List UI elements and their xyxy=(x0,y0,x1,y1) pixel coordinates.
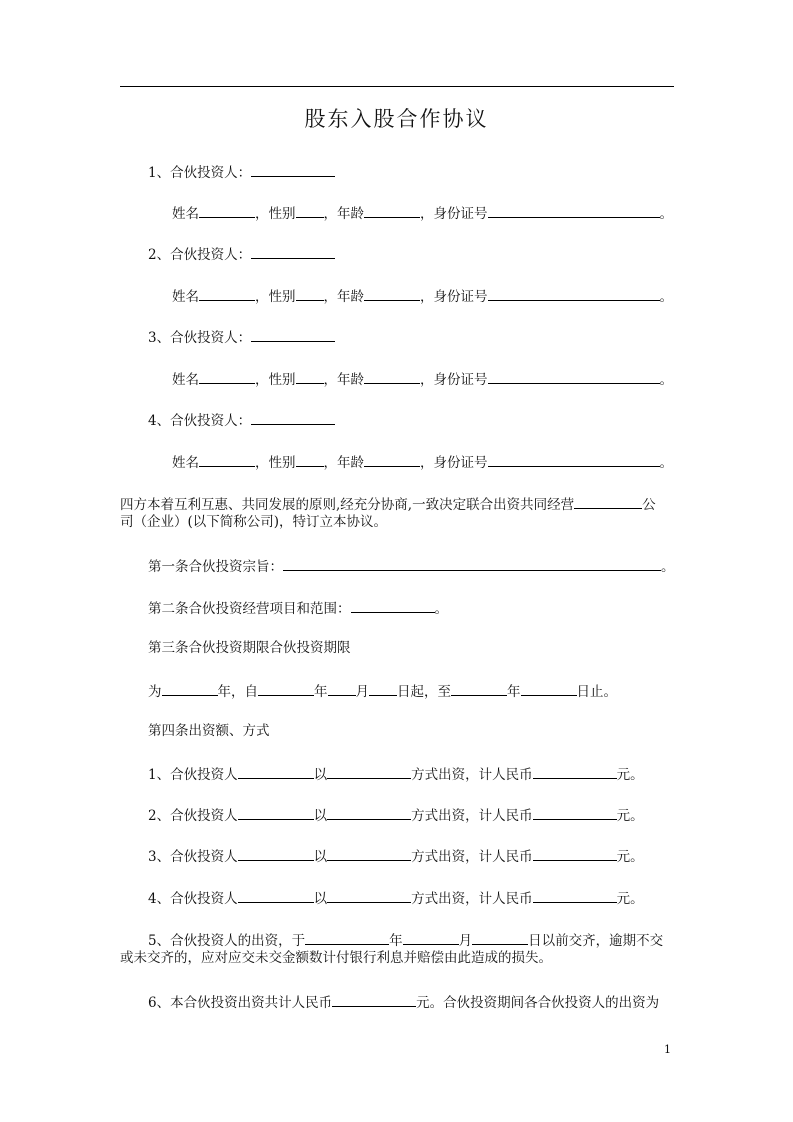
name-label: 姓名 xyxy=(172,455,199,471)
contributor-blank[interactable] xyxy=(238,805,314,820)
investor-label: 合伙投资人： xyxy=(170,247,252,263)
investor-label: 合伙投资人： xyxy=(170,165,252,181)
contribution-4 xyxy=(148,888,644,908)
id-label: ，身份证号 xyxy=(420,289,488,305)
gender-blank[interactable] xyxy=(296,203,324,218)
article-1 xyxy=(148,556,675,576)
id-blank[interactable] xyxy=(488,203,660,218)
clause-6-text: 6、本合伙投资出资共计人民币 xyxy=(148,995,333,1011)
investor-number: 4、 xyxy=(148,413,171,429)
deadline-month-blank[interactable] xyxy=(403,930,459,945)
term-text: 日止。 xyxy=(576,684,617,700)
amount-blank[interactable] xyxy=(533,846,617,861)
end-day-blank[interactable] xyxy=(521,681,577,696)
contribution-by: 以 xyxy=(313,891,328,907)
method-blank[interactable] xyxy=(327,764,411,779)
intro-text: 四方本着互利互惠、共同发展的原则,经充分协商,一致决定联合出资共同经营 xyxy=(120,497,575,513)
term-text: 为 xyxy=(148,684,162,700)
start-year-blank[interactable] xyxy=(258,681,314,696)
contribution-1 xyxy=(148,764,644,784)
deadline-day-blank[interactable] xyxy=(472,930,528,945)
contribution-number: 1、 xyxy=(148,767,171,783)
clause-5-text: 年 xyxy=(389,933,403,949)
article-1-label: 第一条合伙投资宗旨： xyxy=(148,559,283,575)
term-text: 年 xyxy=(507,684,521,700)
contribution-person: 合伙投资人 xyxy=(170,891,238,907)
amount-blank[interactable] xyxy=(533,805,617,820)
clause-5-text: 5、合伙投资人的出资，于 xyxy=(148,933,306,949)
gender-blank[interactable] xyxy=(296,369,324,384)
contribution-by: 以 xyxy=(313,849,328,865)
article-2-end: 。 xyxy=(434,601,448,617)
article-4-title: 第四条出资额、方式 xyxy=(148,723,270,739)
document-title: 股东入股合作协议 xyxy=(304,107,489,131)
deadline-year-blank[interactable] xyxy=(305,930,389,945)
contribution-person: 合伙投资人 xyxy=(170,849,238,865)
clause-6 xyxy=(148,992,659,1012)
article-3-title: 第三条合伙投资期限合伙投资期限 xyxy=(148,640,351,656)
contribution-by: 以 xyxy=(313,808,328,824)
age-blank[interactable] xyxy=(364,369,420,384)
contribution-method: 方式出资，计人民币 xyxy=(411,808,533,824)
amount-blank[interactable] xyxy=(533,888,617,903)
article-1-end: 。 xyxy=(661,559,675,575)
method-blank[interactable] xyxy=(327,805,411,820)
contribution-2 xyxy=(148,805,644,825)
term-text: 月 xyxy=(355,684,369,700)
investor-1-blank[interactable] xyxy=(251,162,335,177)
investor-2-heading xyxy=(148,244,335,264)
investor-label: 合伙投资人： xyxy=(170,330,252,346)
age-blank[interactable] xyxy=(364,203,420,218)
investor-2-details xyxy=(172,286,673,306)
name-blank[interactable] xyxy=(199,452,255,467)
investor-1-details xyxy=(172,203,673,223)
purpose-blank[interactable] xyxy=(283,556,661,571)
investor-3-blank[interactable] xyxy=(251,327,335,342)
term-text: 日起，至 xyxy=(397,684,451,700)
intro-text-end: 公 xyxy=(642,497,656,513)
term-years-blank[interactable] xyxy=(162,681,218,696)
article-3-term xyxy=(148,681,617,701)
contribution-person: 合伙投资人 xyxy=(170,767,238,783)
id-blank[interactable] xyxy=(488,452,660,467)
contribution-number: 3、 xyxy=(148,849,171,865)
age-label: ，年龄 xyxy=(323,289,364,305)
contribution-person: 合伙投资人 xyxy=(170,808,238,824)
clause-5-text: 日以前交齐，逾期不交 xyxy=(528,933,664,949)
id-label: ，身份证号 xyxy=(420,455,488,471)
method-blank[interactable] xyxy=(327,888,411,903)
id-blank[interactable] xyxy=(488,369,660,384)
contribution-number: 2、 xyxy=(148,808,171,824)
article-2-label: 第二条合伙投资经营项目和范围： xyxy=(148,601,351,617)
article-2 xyxy=(148,598,448,618)
gender-label: ，性别 xyxy=(255,206,296,222)
investor-number: 3、 xyxy=(148,330,171,346)
gender-blank[interactable] xyxy=(296,286,324,301)
id-label: ，身份证号 xyxy=(420,206,488,222)
age-label: ，年龄 xyxy=(323,372,364,388)
investor-3-details xyxy=(172,369,673,389)
end-year-blank[interactable] xyxy=(451,681,507,696)
gender-blank[interactable] xyxy=(296,452,324,467)
age-blank[interactable] xyxy=(364,452,420,467)
start-day-blank[interactable] xyxy=(369,681,397,696)
investor-number: 2、 xyxy=(148,247,171,263)
age-label: ，年龄 xyxy=(323,455,364,471)
investor-2-blank[interactable] xyxy=(251,244,335,259)
clause-6-text: 元。合伙投资期间各合伙投资人的出资为 xyxy=(416,995,660,1011)
investor-4-details xyxy=(172,452,673,472)
contribution-unit: 元。 xyxy=(616,891,644,907)
line-end: 。 xyxy=(659,372,673,388)
method-blank[interactable] xyxy=(327,846,411,861)
contribution-method: 方式出资，计人民币 xyxy=(411,891,533,907)
clause-5-line-1 xyxy=(148,930,663,950)
contribution-method: 方式出资，计人民币 xyxy=(411,767,533,783)
contribution-unit: 元。 xyxy=(616,808,644,824)
clause-5-line-2: 或未交齐的，应对应交未交金额数计付银行利息并赔偿由此造成的损失。 xyxy=(120,950,552,966)
intro-line-2: 司（企业）(以下简称公司)，特订立本协议。 xyxy=(120,514,388,530)
header-rule xyxy=(120,86,674,87)
contribution-3 xyxy=(148,846,644,866)
contributor-blank[interactable] xyxy=(238,888,314,903)
contribution-unit: 元。 xyxy=(616,767,644,783)
start-month-blank[interactable] xyxy=(328,681,356,696)
investor-4-heading xyxy=(148,410,335,430)
name-blank[interactable] xyxy=(199,369,255,384)
investor-4-blank[interactable] xyxy=(251,410,335,425)
company-name-blank[interactable] xyxy=(574,494,642,509)
gender-label: ，性别 xyxy=(255,289,296,305)
line-end: 。 xyxy=(659,455,673,471)
total-amount-blank[interactable] xyxy=(332,992,416,1007)
name-blank[interactable] xyxy=(199,203,255,218)
gender-label: ，性别 xyxy=(255,372,296,388)
age-label: ，年龄 xyxy=(323,206,364,222)
contribution-unit: 元。 xyxy=(616,849,644,865)
contributor-blank[interactable] xyxy=(238,846,314,861)
investor-3-heading xyxy=(148,327,335,347)
contribution-by: 以 xyxy=(313,767,328,783)
investor-number: 1、 xyxy=(148,165,171,181)
name-label: 姓名 xyxy=(172,206,199,222)
name-label: 姓名 xyxy=(172,289,199,305)
contributor-blank[interactable] xyxy=(238,764,314,779)
term-text: 年，自 xyxy=(217,684,258,700)
clause-5-text: 月 xyxy=(458,933,473,949)
page-number: 1 xyxy=(664,1043,671,1056)
contribution-method: 方式出资，计人民币 xyxy=(411,849,533,865)
name-label: 姓名 xyxy=(172,372,199,388)
age-blank[interactable] xyxy=(364,286,420,301)
name-blank[interactable] xyxy=(199,286,255,301)
id-blank[interactable] xyxy=(488,286,660,301)
investor-1-heading xyxy=(148,162,335,182)
line-end: 。 xyxy=(659,206,673,222)
intro-line-1 xyxy=(120,494,656,514)
line-end: 。 xyxy=(659,289,673,305)
scope-blank[interactable] xyxy=(351,598,435,613)
amount-blank[interactable] xyxy=(533,764,617,779)
contribution-number: 4、 xyxy=(148,891,171,907)
id-label: ，身份证号 xyxy=(420,372,488,388)
investor-label: 合伙投资人： xyxy=(170,413,252,429)
gender-label: ，性别 xyxy=(255,455,296,471)
term-text: 年 xyxy=(314,684,328,700)
